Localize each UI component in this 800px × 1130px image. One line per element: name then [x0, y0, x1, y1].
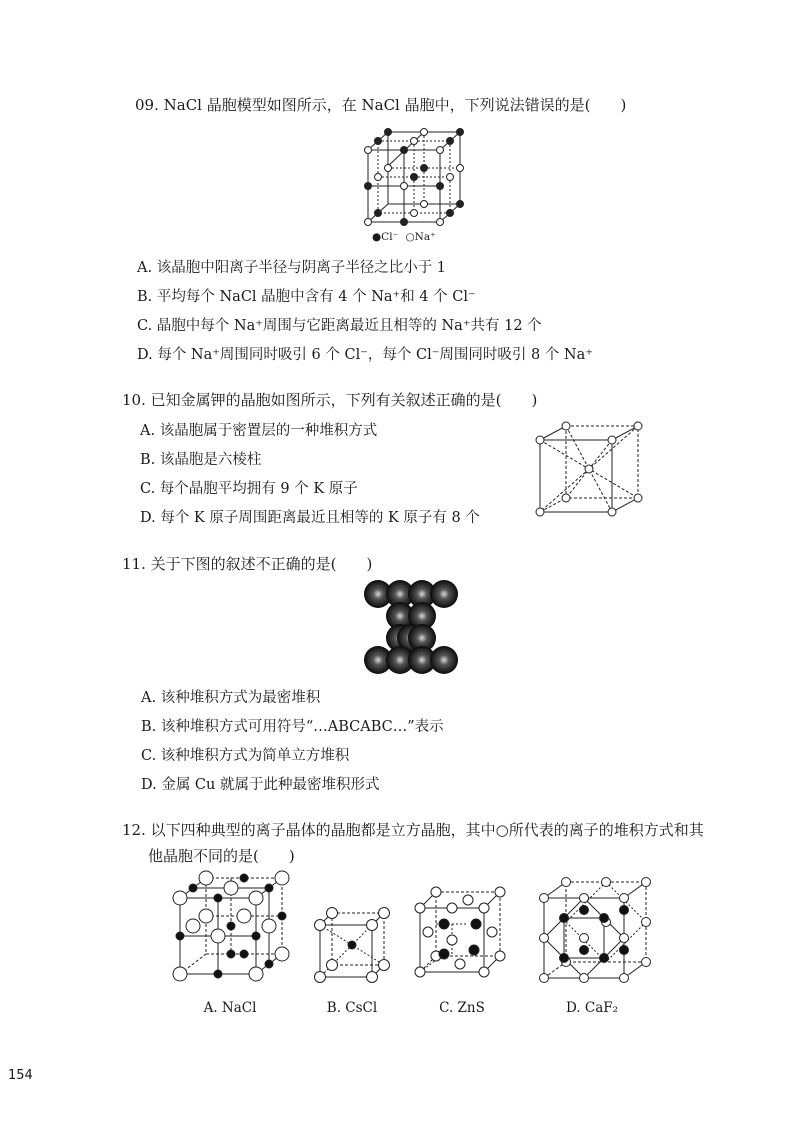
q12-caf2-cell-figure: [536, 876, 654, 986]
q10-bcc-potassium-cell-figure: [532, 420, 662, 520]
legend-cl-label: Cl⁻: [381, 231, 399, 243]
q09-legend: [372, 231, 436, 243]
q12-zns-cell-figure: [412, 884, 508, 980]
q09-option-d: D. 每个 Na⁺周围同时吸引 6 个 Cl⁻，每个 Cl⁻周围同时吸引 8 个 Na⁺: [137, 347, 593, 363]
q09-option-a: A. 该晶胞中阳离子半径与阴离子半径之比小于 1: [137, 260, 447, 276]
q09-nacl-unit-cell-figure: [360, 124, 468, 230]
q11-option-c: C. 该种堆积方式为简单立方堆积: [141, 748, 350, 764]
q12-caption-a: A. NaCl: [203, 1000, 257, 1016]
q12-cscl-cell-figure: [312, 905, 394, 983]
q10-option-c: C. 每个晶胞平均拥有 9 个 K 原子: [140, 481, 358, 497]
q09-option-c: C. 晶胞中每个 Na⁺周围与它距离最近且相等的 Na⁺共有 12 个: [137, 318, 542, 334]
na-ion-marker: ○: [405, 231, 415, 243]
q12-stem-line2: 他晶胞不同的是( ): [148, 847, 295, 865]
q09-option-b: B. 平均每个 NaCl 晶胞中含有 4 个 Na⁺和 4 个 Cl⁻: [137, 289, 476, 305]
q10-stem: 10. 已知金属钾的晶胞如图所示，下列有关叙述正确的是( ): [122, 391, 538, 409]
page-number: 154: [8, 1068, 33, 1083]
q11-option-a: A. 该种堆积方式为最密堆积: [141, 690, 321, 706]
cl-ion-marker: ●: [372, 231, 382, 243]
q11-option-d: D. 金属 Cu 就属于此种最密堆积形式: [141, 777, 380, 793]
q12-stem-line1: 12. 以下四种典型的离子晶体的晶胞都是立方晶胞，其中○所代表的离子的堆积方式和其: [122, 821, 704, 839]
q11-option-b: B. 该种堆积方式可用符号“…ABCABC…”表示: [141, 719, 444, 735]
q10-option-b: B. 该晶胞是六棱柱: [140, 452, 262, 468]
q10-option-d: D. 每个 K 原子周围距离最近且相等的 K 原子有 8 个: [140, 510, 480, 526]
q10-option-a: A. 该晶胞属于密置层的一种堆积方式: [140, 423, 378, 439]
q12-caption-d: D. CaF₂: [565, 1000, 619, 1016]
q11-close-packing-spheres-figure: [362, 576, 462, 678]
q12-nacl-cell-figure: [172, 870, 290, 982]
legend-na-label: Na⁺: [414, 231, 436, 243]
q12-caption-b: B. CsCl: [326, 1000, 378, 1016]
q11-stem: 11. 关于下图的叙述不正确的是( ): [122, 555, 373, 573]
q12-caption-c: C. ZnS: [439, 1000, 485, 1016]
q09-stem: 09. NaCl 晶胞模型如图所示，在 NaCl 晶胞中，下列说法错误的是( ): [135, 96, 627, 114]
